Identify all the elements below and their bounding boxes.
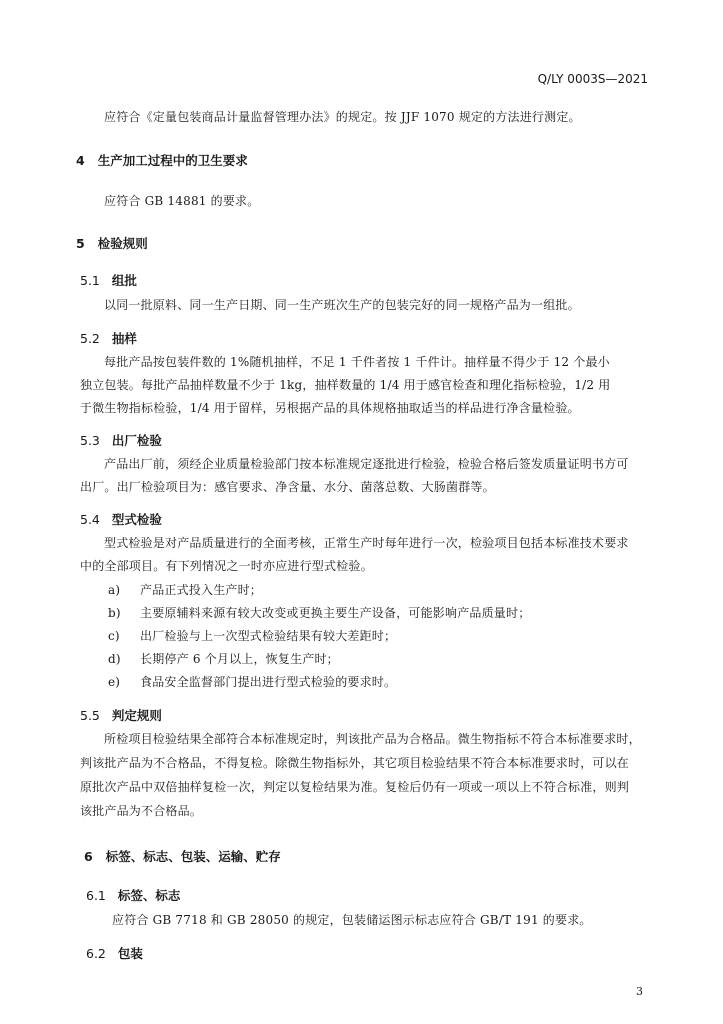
subsection-5-2-line: 独立包装。每批产品抽样数量不少于 1kg，抽样数量的 1/4 用于感官检查和理化指标检验，1/2 用 [80,378,611,392]
section-4-text: 应符合 GB 14881 的要求。 [104,194,260,208]
subsection-6-1-heading [86,886,180,904]
list-marker: b) [108,606,121,620]
subsection-5-5-line: 原批次产品中双倍抽样复检一次，判定以复检结果为准。复检后仍有一项或一项以上不符合标准，则判 [80,780,630,794]
subsection-5-1-heading [80,271,137,289]
subsection-5-5-heading [80,706,162,724]
subsection-5-5-line: 判该批产品为不合格品，不得复检。除微生物指标外，其它项目检验结果不符合本标准要求时，可以在 [80,756,630,770]
section-6-heading [84,847,281,865]
list-marker: a) [108,583,121,597]
subsection-5-3-line: 产品出厂前，须经企业质量检验部门按本标准规定逐批进行检验，检验合格后签发质量证明书方可 [104,457,629,471]
list-item [108,604,530,621]
subsection-5-3-line: 出厂。出厂检验项目为：感官要求、净含量、水分、菌落总数、大肠菌群等。 [80,480,495,494]
list-marker: d) [108,652,121,666]
subsection-number: 6.2 [86,946,106,961]
subsection-title: 组批 [111,273,137,288]
subsection-title: 型式检验 [111,512,162,527]
list-text: 长期停产 6 个月以上，恢复生产时； [140,652,339,666]
list-item [108,673,396,690]
subsection-5-4-heading [80,510,162,528]
subsection-number: 6.1 [86,888,106,903]
list-text: 食品安全监督部门提出进行型式检验的要求时。 [140,675,397,689]
doc-code: Q/LY 0003S—2021 [537,72,648,86]
subsection-6-1-text: 应符合 GB 7718 和 GB 28050 的规定，包装储运图示标志应符合 GB/T 191 的要求。 [112,913,592,927]
subsection-5-3-heading [80,431,162,449]
list-text: 产品正式投入生产时； [140,583,263,597]
list-marker: c) [108,629,120,643]
list-marker: e) [108,675,121,689]
section-number: 5 [76,236,85,251]
page-number: 3 [636,985,643,998]
subsection-5-2-line: 于微生物指标检验，1/4 用于留样，另根据产品的具体规格抽取适当的样品进行净含量检验。 [80,401,580,415]
list-item [108,581,262,598]
section-title: 标签、标志、包装、运输、贮存 [105,849,281,864]
section-number: 6 [84,849,93,864]
subsection-number: 5.4 [80,512,100,527]
subsection-title: 包装 [117,946,143,961]
intro-paragraph: 应符合《定量包装商品计量监督管理办法》的规定。按 JJF 1070 规定的方法进行测定。 [104,110,581,124]
section-4-heading [76,151,248,169]
section-title: 检验规则 [97,236,148,251]
subsection-5-2-line: 每批产品按包装件数的 1%随机抽样，不足 1 千件者按 1 千件计。抽样量不得少于 12 个最小 [104,355,610,369]
subsection-5-5-line: 所检项目检验结果全部符合本标准规定时，判该批产品为合格品。微生物指标不符合本标准要求时， [104,732,641,746]
list-text: 出厂检验与上一次型式检验结果有较大差距时； [140,629,397,643]
section-number: 4 [76,153,85,168]
subsection-title: 标签、标志 [117,888,181,903]
subsection-5-2-heading [80,329,137,347]
subsection-number: 5.2 [80,331,100,346]
subsection-number: 5.5 [80,708,100,723]
subsection-5-4-line: 中的全部项目。有下列情况之一时亦应进行型式检验。 [80,559,373,573]
subsection-title: 出厂检验 [111,433,162,448]
subsection-6-2-heading [86,944,143,962]
list-text: 主要原辅料来源有较大改变或更换主要生产设备，可能影响产品质量时； [140,606,531,620]
subsection-title: 抽样 [111,331,137,346]
subsection-5-4-line: 型式检验是对产品质量进行的全面考核，正常生产时每年进行一次，检验项目包括本标准技术要求 [104,536,629,550]
subsection-number: 5.3 [80,433,100,448]
subsection-5-5-line: 该批产品为不合格品。 [80,804,203,818]
subsection-number: 5.1 [80,273,100,288]
list-item [108,650,339,667]
section-5-heading [76,234,148,252]
list-item [108,627,396,644]
subsection-5-1-line: 以同一批原料、同一生产日期、同一生产班次生产的包装完好的同一规格产品为一组批。 [104,298,580,312]
section-title: 生产加工过程中的卫生要求 [97,153,248,168]
subsection-title: 判定规则 [111,708,162,723]
